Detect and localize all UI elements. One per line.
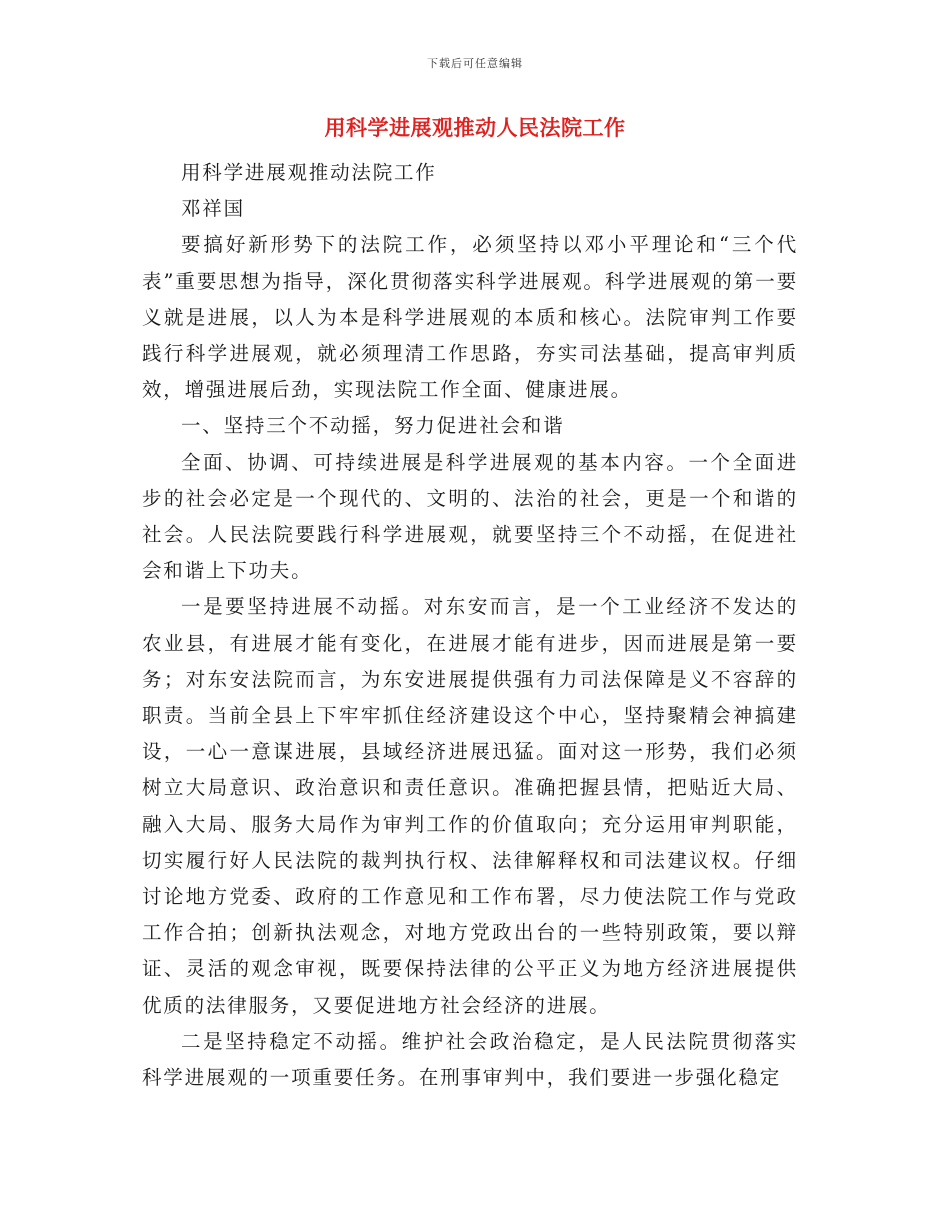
- author-paragraph: 邓祥国: [181, 197, 245, 221]
- body-paragraph: 全面、协调、可持续进展是科学进展观的基本内容。一个全面进步的社会必定是一个现代的、文明的、法治的社会，更是一个和谐的社会。人民法院要践行科学进展观，就要坚持三个不动摇，在促进社会和谐上下功夫。: [142, 450, 798, 583]
- body-paragraph: 一是要坚持进展不动摇。对东安而言，是一个工业经济不发达的农业县，有进展才能有变化，在进展才能有进步，因而进展是第一要务；对东安法院而言，为东安进展提供强有力司法保障是义不容辞的职责。当前全县上下牢牢抓住经济建设这个中心，坚持聚精会神搞建设，一心一意谋进展，县域经济进展迅猛。面对这一形势，我们必须树立大局意识、政治意识和责任意识。准确把握县情，把贴近大局、融入大局、服务大局作为审判工作的价值取向；充分运用审判职能，切实履行好人民法院的裁判执行权、法律解释权和司法建议权。仔细讨论地方党委、政府的工作意见和工作布署，尽力使法院工作与党政工作合拍；创新执法观念，对地方党政出台的一些特别政策，要以辩证、灵活的观念审视，既要保持法律的公平正义为地方经济进展提供优质的法律服务，又要促进地方社会经济的进展。: [142, 595, 798, 1017]
- subtitle-paragraph: 用科学进展观推动法院工作: [181, 161, 437, 184]
- body-paragraph: 要搞好新形势下的法院工作，必须坚持以邓小平理论和“三个代表”重要思想为指导，深化贯彻落实科学进展观。科学进展观的第一要义就是进展，以人为本是科学进展观的本质和核心。法院审判工作要践行科学进展观，就必须理清工作思路，夯实司法基础，提高审判质效，增强进展后劲，实现法院工作全面、健康进展。: [142, 233, 798, 402]
- document-body: [142, 155, 798, 1096]
- header-note: 下载后可任意编辑: [427, 57, 523, 70]
- body-paragraph: 二是坚持稳定不动摇。维护社会政治稳定，是人民法院贯彻落实科学进展观的一项重要任务。在刑事审判中，我们要进一步强化稳定: [142, 1029, 798, 1090]
- document-title: 用科学进展观推动人民法院工作: [324, 116, 626, 140]
- section-heading: 一、坚持三个不动摇，努力促进社会和谐: [181, 414, 565, 438]
